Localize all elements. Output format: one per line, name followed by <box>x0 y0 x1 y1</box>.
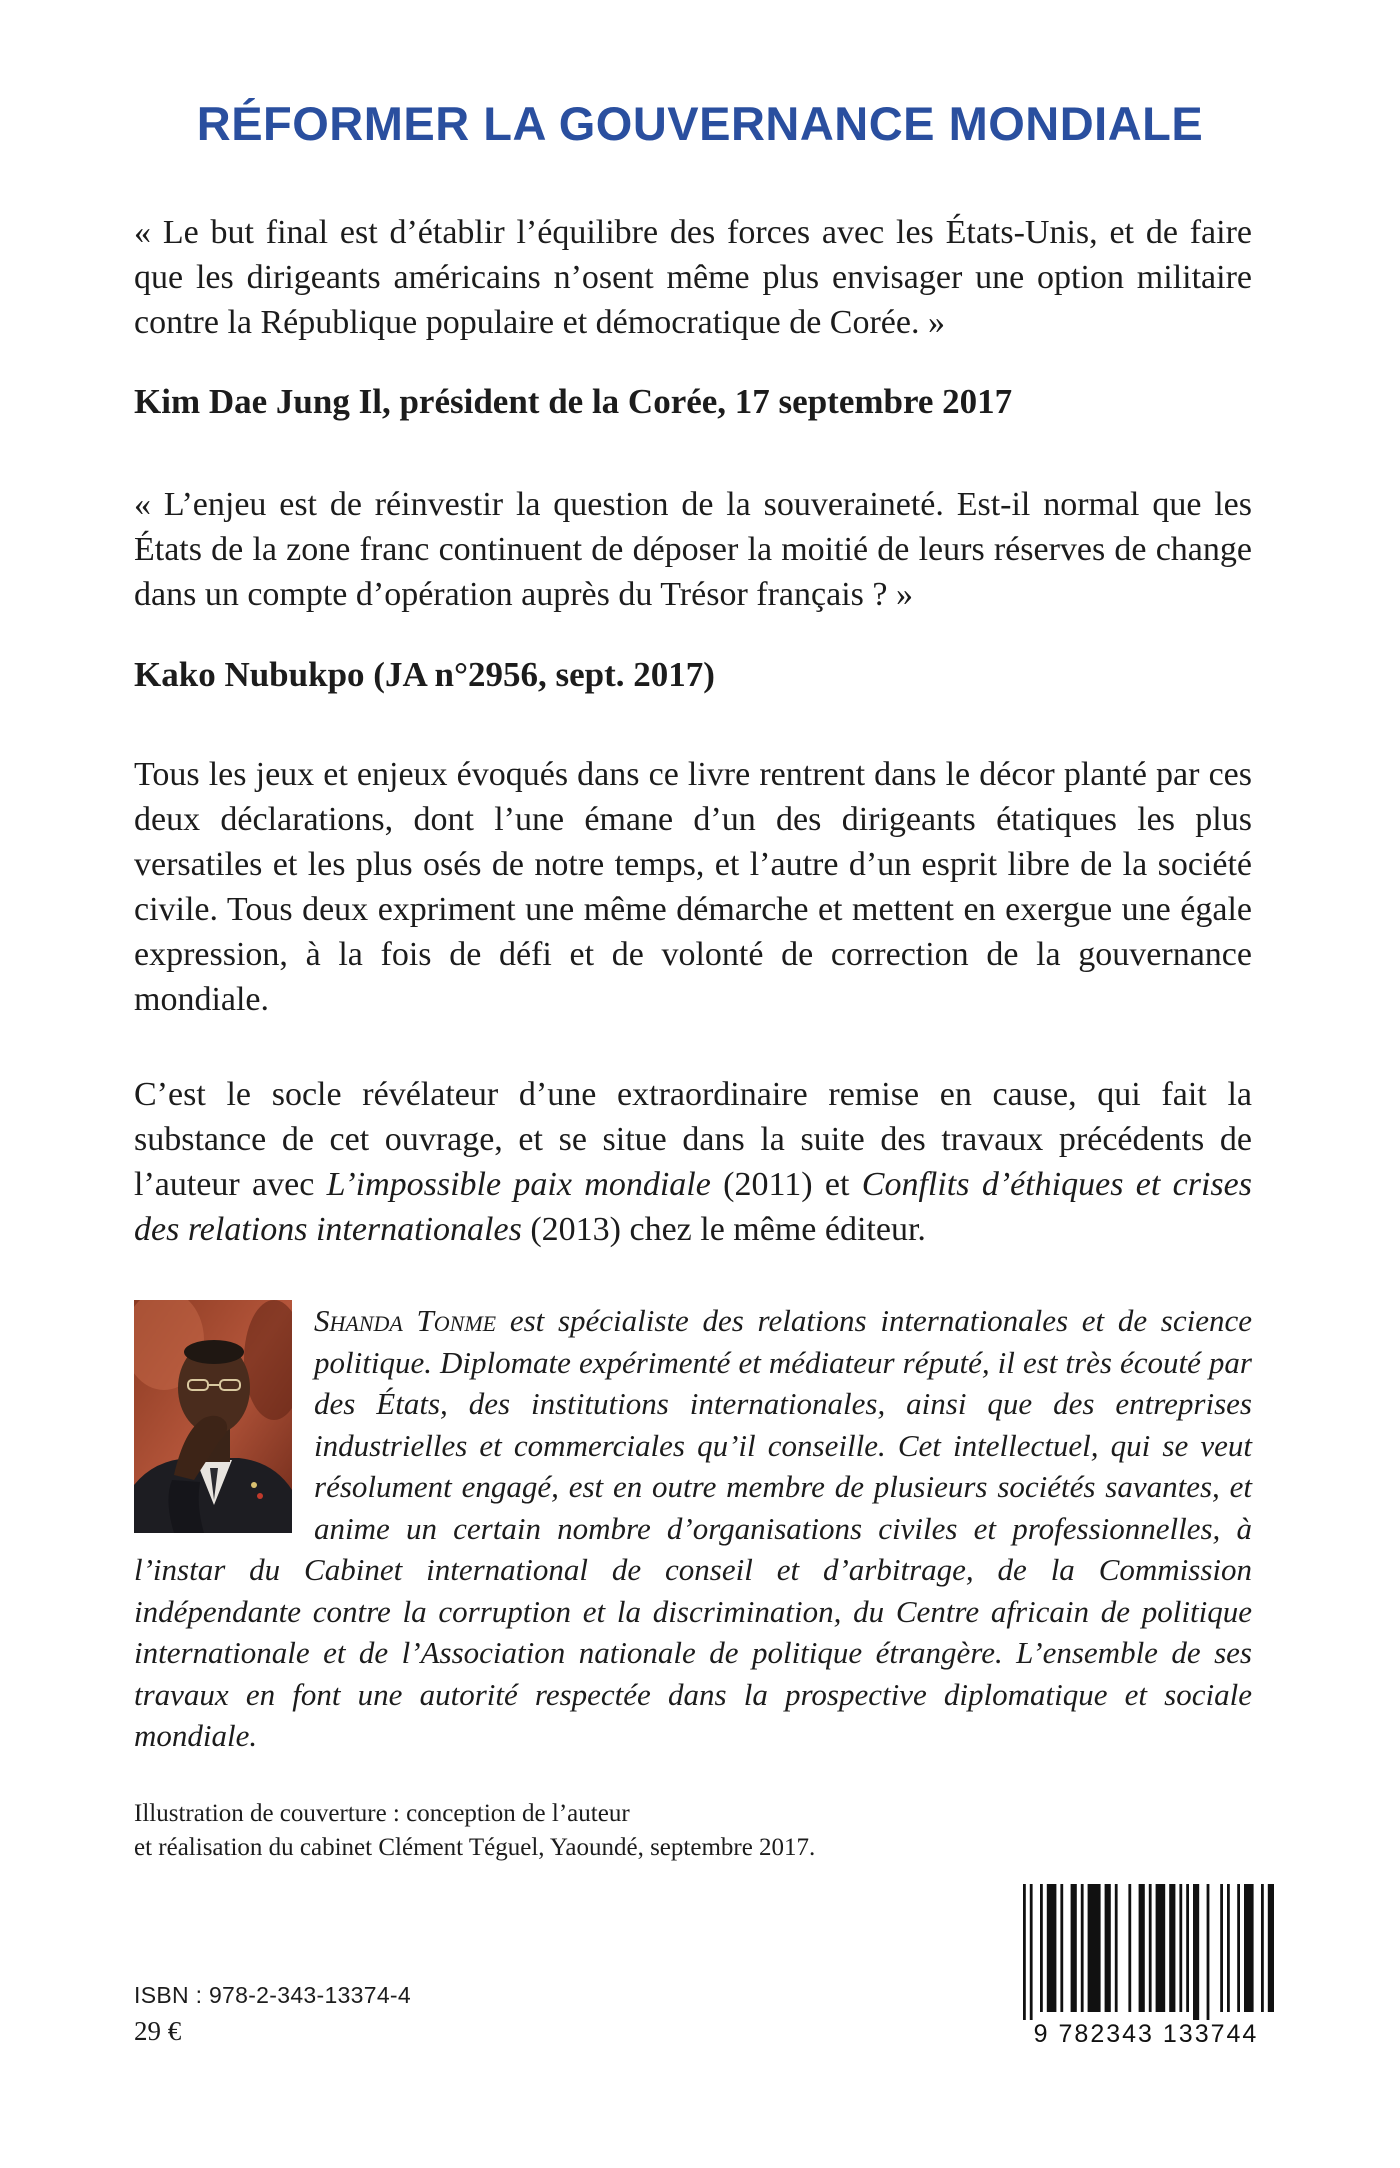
barcode-bar <box>1071 1884 1077 2012</box>
author-photo <box>134 1300 292 1533</box>
barcode-bar <box>1227 1884 1230 2012</box>
book-title: RÉFORMER LA GOUVERNANCE MONDIALE <box>196 97 1204 150</box>
barcode-bar <box>1149 1884 1152 2012</box>
barcode-bars <box>1015 1880 1277 2020</box>
barcode-bar <box>1088 1884 1101 2012</box>
author-bio-section <box>134 1300 1252 1757</box>
barcode-bar <box>1040 1884 1043 2012</box>
barcode-bar <box>1169 1884 1175 2012</box>
author-bio-text: est spécialiste des relations internationales et de science politique. Diplomate expérimenté et médiateur réputé, il est très écouté par des États, des institutions internationales, ainsi que des entreprises industrielles et commerciales qu’il conseille. Cet intellectuel, qui se veut résolument engagé, est en outre membre de plusieurs sociétés savantes, et anime un certain nombre d’organisations civiles et professionnelles, à l’instar du Cabinet international de conseil et d’arbitrage, de la Commission indépendante contre la corruption et la discrimination, du Centre africain de politique internationale et de l’Association nationale de politique étrangère. L’ensemble de ses travaux en font une autorité respectée dans la prospective diplomatique et sociale mondiale. <box>134 1303 1252 1753</box>
barcode-bar <box>1237 1884 1240 2012</box>
paragraph-2-text-b: (2011) et <box>710 1166 862 1203</box>
isbn: ISBN : 978-2-343-13374-4 <box>134 1982 411 2008</box>
barcode-bar <box>1268 1884 1274 2012</box>
cover-credits-line-2: et réalisation du cabinet Clément Téguel, Yaoundé, septembre 2017. <box>134 1834 816 1861</box>
barcode-bar <box>1193 1884 1199 2020</box>
barcode-bar <box>1179 1884 1182 2012</box>
barcode-bar <box>1081 1884 1084 2012</box>
barcode-bar <box>1060 1884 1063 2012</box>
barcode-bar <box>1128 1884 1131 2012</box>
barcode-bar <box>1156 1884 1166 2012</box>
barcode-bar <box>1023 1884 1026 2020</box>
author-bio <box>134 1300 1252 1757</box>
barcode-bar <box>1220 1884 1223 2012</box>
paragraph-2-text-a: C’est le socle révélateur d’une extraordinaire remise en cause, qui fait la substance de cet ouvrage, et se situe dans la suite des travaux précédents de l’auteur avec <box>134 1076 1252 1203</box>
barcode-bar <box>1115 1884 1118 2012</box>
barcode-bar <box>1139 1884 1145 2012</box>
quote-1: « Le but final est d’établir l’équilibre des forces avec les États-Unis, et de faire que les dirigeants américains n’osent même plus envisager une option militaire contre la République populaire et démocratique de Corée. » <box>134 214 1252 341</box>
quote-1-attribution: Kim Dae Jung Il, président de la Corée, 17 septembre 2017 <box>134 382 1013 421</box>
book-reference-2: Conflits d’éthiques et crises des relations internationales <box>134 1166 1252 1248</box>
barcode-bar <box>1261 1884 1264 2012</box>
cover-credits-line-1: Illustration de couverture : conception de l’auteur <box>134 1800 630 1827</box>
barcode-bar <box>1207 1884 1210 2020</box>
author-photo-illustration <box>134 1300 292 1533</box>
paragraph-2-text-c: (2013) chez le même éditeur. <box>521 1211 926 1248</box>
quote-2: « L’enjeu est de réinvestir la question de la souveraineté. Est-il normal que les États de la zone franc continuent de déposer la moitié de leurs réserves de change dans un compte d’opération auprès du Trésor français ? » <box>134 486 1252 613</box>
barcode-digits: 9 782343 133744 <box>1015 2020 1277 2048</box>
author-name: Shanda Tonme <box>314 1303 497 1338</box>
barcode-bar <box>1047 1884 1057 2012</box>
summary-paragraph-1: Tous les jeux et enjeux évoqués dans ce livre rentrent dans le décor planté par ces deux déclarations, dont l’une émane d’un des dirigeants étatiques les plus versatiles et les plus osés de notre temps, et l’autre d’un esprit libre de la société civile. Tous deux expriment une même démarche et mettent en exergue une égale expression, à la fois de défi et de volonté de correction de la gouvernance mondiale. <box>134 756 1252 1018</box>
barcode-bar <box>1244 1884 1254 2012</box>
barcode-bar <box>1030 1884 1033 2020</box>
price: 29 € <box>134 2016 182 2046</box>
barcode-bar <box>1105 1884 1111 2012</box>
barcode <box>1015 1880 1277 2050</box>
book-reference-1: L’impossible paix mondiale <box>326 1166 711 1203</box>
cover-credits <box>134 1797 1034 1865</box>
quote-2-attribution: Kako Nubukpo (JA n°2956, sept. 2017) <box>134 655 715 694</box>
summary-paragraph-2 <box>134 1072 1252 1252</box>
barcode-bar <box>1186 1884 1189 2012</box>
